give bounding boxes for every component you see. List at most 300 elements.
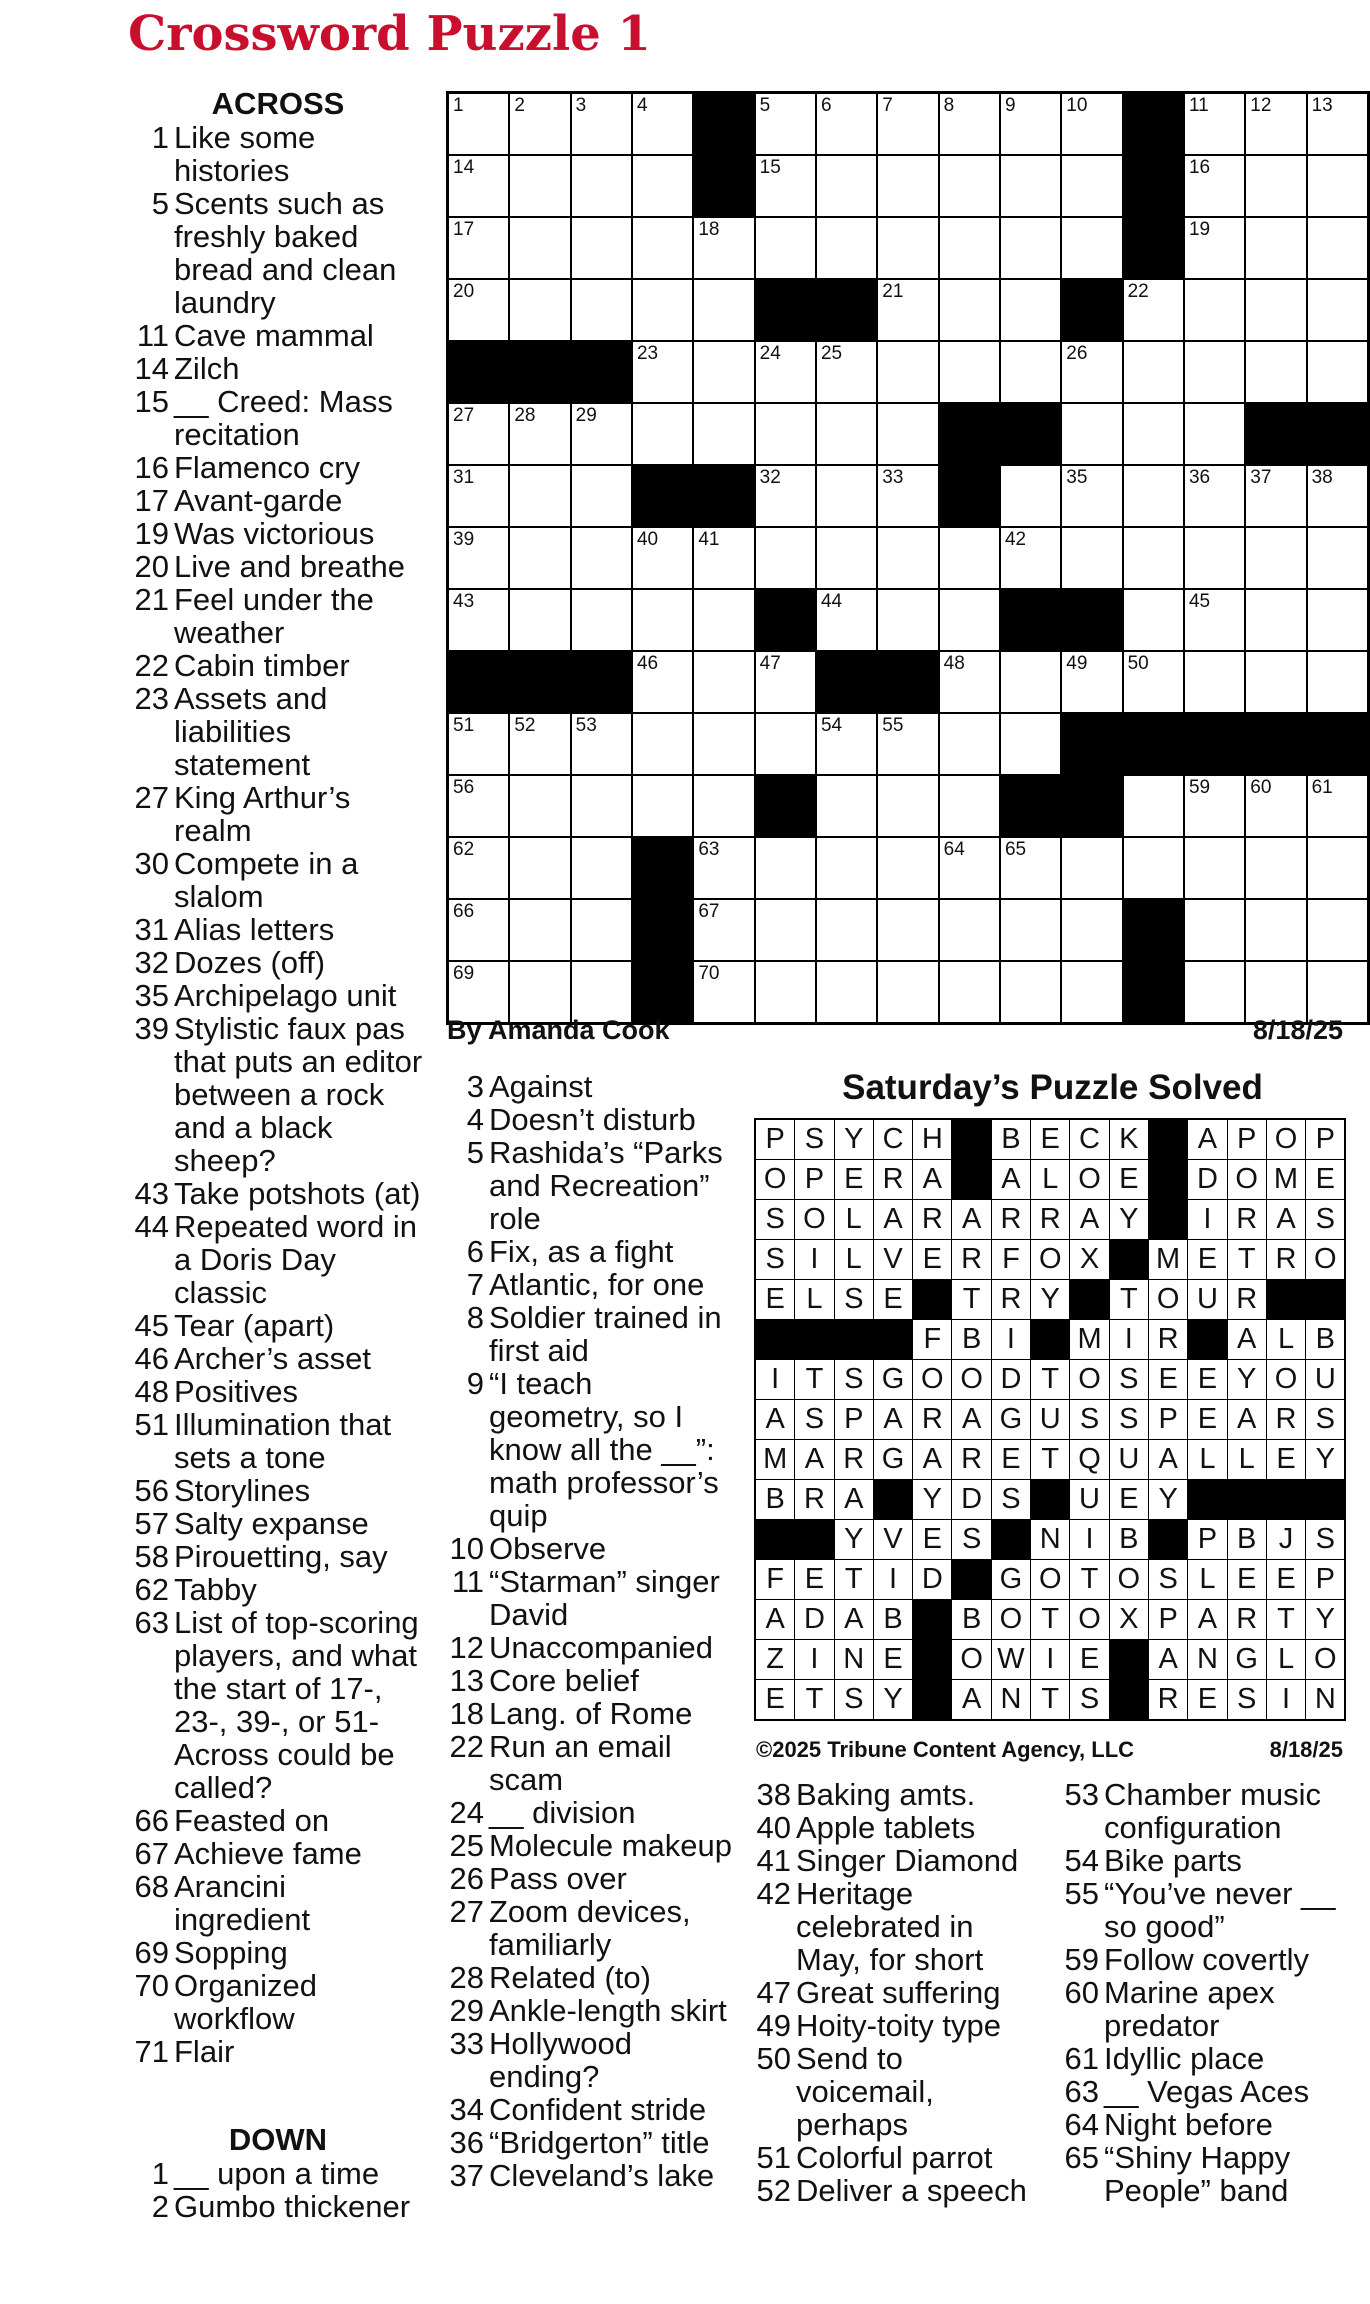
clue-number: 40	[756, 1810, 791, 1845]
black-square	[816, 651, 877, 713]
grid-cell[interactable]	[1307, 93, 1369, 156]
grid-cell[interactable]	[1307, 279, 1369, 341]
grid-cell[interactable]	[1307, 527, 1369, 589]
grid-cell[interactable]	[693, 961, 754, 1024]
solution-letter: A	[834, 1600, 873, 1640]
grid-cell[interactable]	[877, 961, 938, 1024]
clue-text: Unaccompanied	[489, 1630, 714, 1665]
grid-cell[interactable]	[877, 527, 938, 589]
grid-cell[interactable]	[877, 775, 938, 837]
cell-number: 56	[453, 777, 475, 798]
grid-cell[interactable]	[1245, 775, 1306, 837]
cell-number: 45	[1188, 591, 1211, 612]
grid-cell[interactable]	[1245, 651, 1306, 713]
black-square	[1188, 1320, 1227, 1360]
clue-text: Gumbo thickener	[174, 2189, 411, 2224]
crossword-grid	[446, 91, 1370, 1025]
grid-cell[interactable]	[509, 713, 570, 775]
clue-number: 5	[466, 1135, 484, 1170]
grid-cell[interactable]	[1184, 775, 1245, 837]
grid-cell[interactable]	[571, 403, 632, 465]
grid-cell[interactable]	[816, 837, 877, 899]
grid-cell[interactable]	[1184, 961, 1245, 1024]
grid-cell[interactable]	[632, 651, 693, 713]
grid-cell[interactable]	[1184, 527, 1245, 589]
grid-cell[interactable]	[448, 465, 510, 527]
grid-cell[interactable]	[1245, 465, 1306, 527]
grid-cell[interactable]	[939, 527, 1000, 589]
black-square	[795, 1520, 834, 1560]
solution-letter: S	[795, 1400, 834, 1440]
grid-cell[interactable]	[755, 465, 816, 527]
grid-cell[interactable]	[877, 589, 938, 651]
grid-cell[interactable]	[939, 775, 1000, 837]
cell-number: 14	[453, 157, 475, 178]
grid-cell[interactable]	[1061, 217, 1122, 279]
grid-cell[interactable]	[1245, 589, 1306, 651]
clue-text: Illumination that sets a tone	[174, 1407, 392, 1475]
clue-text: Feasted on	[174, 1803, 330, 1838]
clue-text: Atlantic, for one	[489, 1267, 705, 1302]
clue-number: 51	[756, 2140, 791, 2175]
black-square	[877, 651, 938, 713]
grid-cell[interactable]	[1000, 899, 1061, 961]
solution-letter: S	[991, 1480, 1030, 1520]
grid-cell[interactable]	[755, 155, 816, 217]
grid-cell[interactable]	[1184, 217, 1245, 279]
grid-cell[interactable]	[1307, 651, 1369, 713]
grid-cell[interactable]	[1307, 341, 1369, 403]
grid-cell[interactable]	[509, 403, 570, 465]
grid-cell[interactable]	[448, 279, 510, 341]
grid-cell[interactable]	[939, 155, 1000, 217]
black-square	[693, 465, 754, 527]
clue-number: 41	[756, 1843, 791, 1878]
grid-cell[interactable]	[571, 465, 632, 527]
clue-number: 56	[134, 1473, 169, 1508]
grid-cell[interactable]	[571, 155, 632, 217]
grid-cell[interactable]	[1307, 217, 1369, 279]
grid-cell[interactable]	[632, 527, 693, 589]
solution-letter: R	[952, 1240, 991, 1280]
grid-cell[interactable]	[1184, 651, 1245, 713]
solution-letter: A	[834, 1480, 873, 1520]
cell-number: 16	[1188, 157, 1211, 178]
grid-cell[interactable]	[1307, 837, 1369, 899]
grid-cell[interactable]	[755, 93, 816, 156]
grid-cell[interactable]	[1123, 341, 1184, 403]
grid-cell[interactable]	[755, 837, 816, 899]
grid-cell[interactable]	[939, 589, 1000, 651]
solution-letter: S	[1148, 1560, 1187, 1600]
black-square	[1184, 713, 1245, 775]
grid-cell[interactable]	[755, 651, 816, 713]
black-square	[755, 279, 816, 341]
grid-cell[interactable]	[693, 837, 754, 899]
grid-cell[interactable]	[509, 527, 570, 589]
grid-cell[interactable]	[693, 217, 754, 279]
clue	[128, 550, 428, 583]
grid-cell[interactable]	[448, 93, 510, 156]
grid-cell[interactable]	[693, 403, 754, 465]
grid-cell[interactable]	[509, 465, 570, 527]
grid-cell[interactable]	[1000, 155, 1061, 217]
grid-cell[interactable]	[571, 279, 632, 341]
clue-number: 5	[151, 186, 169, 221]
grid-cell[interactable]	[877, 837, 938, 899]
grid-cell[interactable]	[939, 217, 1000, 279]
solution-letter: M	[1070, 1320, 1109, 1360]
grid-cell[interactable]	[1000, 93, 1061, 156]
grid-cell[interactable]	[877, 465, 938, 527]
grid-cell[interactable]	[632, 279, 693, 341]
grid-cell[interactable]	[1061, 341, 1122, 403]
grid-cell[interactable]	[448, 155, 510, 217]
clue	[128, 979, 428, 1012]
grid-cell[interactable]	[1000, 279, 1061, 341]
grid-cell[interactable]	[1245, 837, 1306, 899]
solution-letter: K	[1109, 1119, 1148, 1160]
solution-letter: T	[834, 1560, 873, 1600]
grid-cell[interactable]	[448, 217, 510, 279]
cell-number: 20	[453, 281, 475, 302]
clue	[128, 781, 428, 847]
solution-letter: L	[1227, 1440, 1266, 1480]
solution-letter: D	[913, 1560, 952, 1600]
grid-cell[interactable]	[755, 713, 816, 775]
grid-cell[interactable]	[1184, 403, 1245, 465]
grid-cell[interactable]	[1245, 899, 1306, 961]
down-clues-col4	[1058, 1778, 1358, 2207]
grid-cell[interactable]	[1184, 155, 1245, 217]
grid-cell[interactable]	[939, 899, 1000, 961]
grid-cell[interactable]	[1000, 651, 1061, 713]
grid-cell[interactable]	[1123, 403, 1184, 465]
grid-cell[interactable]	[693, 279, 754, 341]
solution-letter: E	[1188, 1400, 1227, 1440]
clue-text: Stylistic faux pas that puts an editor between a rock and a black sheep?	[174, 1011, 423, 1178]
grid-cell[interactable]	[1123, 837, 1184, 899]
grid-cell[interactable]	[1245, 527, 1306, 589]
grid-cell[interactable]	[632, 155, 693, 217]
grid-cell[interactable]	[816, 465, 877, 527]
solution-letter: A	[1070, 1200, 1109, 1240]
grid-cell[interactable]	[755, 527, 816, 589]
solution-letter: B	[991, 1119, 1030, 1160]
grid-cell[interactable]	[693, 589, 754, 651]
grid-cell[interactable]	[1307, 155, 1369, 217]
grid-cell[interactable]	[571, 713, 632, 775]
grid-cell[interactable]	[448, 713, 510, 775]
grid-cell[interactable]	[1061, 837, 1122, 899]
clue-number: 23	[134, 681, 169, 716]
grid-cell[interactable]	[755, 899, 816, 961]
solution-letter: E	[1188, 1680, 1227, 1721]
solution-letter: L	[1031, 1160, 1070, 1200]
grid-cell[interactable]	[571, 93, 632, 156]
grid-cell[interactable]	[816, 217, 877, 279]
clue-text: __ Vegas Aces	[1104, 2074, 1310, 2109]
clue	[128, 451, 428, 484]
grid-cell[interactable]	[877, 93, 938, 156]
grid-cell[interactable]	[1184, 899, 1245, 961]
grid-cell[interactable]	[448, 837, 510, 899]
grid-cell[interactable]	[816, 775, 877, 837]
grid-cell[interactable]	[693, 341, 754, 403]
grid-cell[interactable]	[509, 93, 570, 156]
grid-cell[interactable]	[693, 651, 754, 713]
clue-number: 1	[151, 120, 169, 155]
solution-letter: S	[795, 1119, 834, 1160]
clue-text: Assets and liabilities statement	[174, 681, 328, 782]
grid-cell[interactable]	[1245, 279, 1306, 341]
grid-cell[interactable]	[1000, 217, 1061, 279]
grid-cell[interactable]	[877, 403, 938, 465]
grid-cell[interactable]	[509, 775, 570, 837]
clue-text: __ Creed: Mass recitation	[174, 384, 393, 452]
grid-cell[interactable]	[448, 403, 510, 465]
grid-cell[interactable]	[816, 527, 877, 589]
grid-cell[interactable]	[1184, 837, 1245, 899]
cell-number: 17	[453, 219, 475, 240]
grid-cell[interactable]	[1307, 775, 1369, 837]
grid-cell[interactable]	[693, 899, 754, 961]
solution-letter: E	[873, 1640, 912, 1680]
grid-cell[interactable]	[877, 341, 938, 403]
cell-number: 5	[759, 95, 771, 116]
grid-cell[interactable]	[939, 713, 1000, 775]
grid-cell[interactable]	[1000, 465, 1061, 527]
clue-number: 18	[449, 1696, 484, 1731]
black-square	[939, 403, 1000, 465]
clue-number: 19	[134, 516, 169, 551]
grid-cell[interactable]	[1184, 589, 1245, 651]
grid-cell[interactable]	[448, 775, 510, 837]
grid-cell[interactable]	[939, 279, 1000, 341]
solution-letter: B	[1109, 1520, 1148, 1560]
clue-number: 52	[756, 2173, 791, 2208]
grid-cell[interactable]	[939, 93, 1000, 156]
grid-cell[interactable]	[1245, 93, 1306, 156]
grid-cell[interactable]	[755, 961, 816, 1024]
grid-cell[interactable]	[1123, 527, 1184, 589]
clue-number: 59	[1064, 1942, 1099, 1977]
grid-cell[interactable]	[1061, 155, 1122, 217]
clue	[128, 847, 428, 913]
grid-cell[interactable]	[877, 155, 938, 217]
solution-letter: O	[913, 1360, 952, 1400]
solution-letter: T	[1031, 1440, 1070, 1480]
grid-cell[interactable]	[1307, 465, 1369, 527]
grid-cell[interactable]	[632, 217, 693, 279]
clue-number: 61	[1064, 2041, 1099, 2076]
grid-cell[interactable]	[1123, 589, 1184, 651]
grid-cell[interactable]	[1245, 217, 1306, 279]
solution-letter: B	[1306, 1320, 1346, 1360]
grid-cell[interactable]	[509, 217, 570, 279]
grid-cell[interactable]	[448, 899, 510, 961]
clue	[443, 1862, 733, 1895]
clue	[128, 1837, 428, 1870]
grid-cell[interactable]	[1061, 651, 1122, 713]
byline: By Amanda Cook	[447, 1015, 670, 1045]
grid-cell[interactable]	[1184, 93, 1245, 156]
solution-letter: S	[1109, 1360, 1148, 1400]
clue-text: __ upon a time	[174, 2156, 380, 2191]
clue-text: Positives	[174, 1374, 299, 1409]
grid-cell[interactable]	[1061, 403, 1122, 465]
solution-letter: N	[991, 1680, 1030, 1721]
grid-cell[interactable]	[448, 527, 510, 589]
grid-cell[interactable]	[1184, 279, 1245, 341]
solution-letter: R	[834, 1440, 873, 1480]
clue-number: 53	[1064, 1777, 1099, 1812]
grid-cell[interactable]	[1061, 527, 1122, 589]
grid-cell[interactable]	[1061, 961, 1122, 1024]
grid-cell[interactable]	[693, 527, 754, 589]
grid-cell[interactable]	[755, 341, 816, 403]
grid-cell[interactable]	[816, 155, 877, 217]
cell-number: 64	[943, 839, 965, 860]
grid-cell[interactable]	[1307, 589, 1369, 651]
grid-cell[interactable]	[693, 775, 754, 837]
grid-cell[interactable]	[1061, 465, 1122, 527]
grid-cell[interactable]	[877, 899, 938, 961]
grid-cell[interactable]	[1245, 341, 1306, 403]
solution-letter: P	[1227, 1119, 1266, 1160]
solution-letter: G	[873, 1360, 912, 1400]
copyright: ©2025 Tribune Content Agency, LLC	[756, 1737, 1135, 1762]
solution-letter: L	[795, 1280, 834, 1320]
grid-cell[interactable]	[632, 93, 693, 156]
grid-cell[interactable]	[939, 651, 1000, 713]
grid-cell[interactable]	[939, 961, 1000, 1024]
solution-letter: A	[991, 1160, 1030, 1200]
clue-number: 36	[449, 2125, 484, 2160]
clue-number: 34	[449, 2092, 484, 2127]
grid-cell[interactable]	[1184, 341, 1245, 403]
grid-cell[interactable]	[1123, 775, 1184, 837]
grid-cell[interactable]	[509, 837, 570, 899]
black-square	[873, 1480, 912, 1520]
grid-cell[interactable]	[1123, 279, 1184, 341]
grid-cell[interactable]	[1123, 651, 1184, 713]
grid-cell[interactable]	[1184, 465, 1245, 527]
clue-number: 20	[134, 549, 169, 584]
grid-cell[interactable]	[571, 775, 632, 837]
grid-cell[interactable]	[877, 279, 938, 341]
clue	[443, 1730, 733, 1796]
grid-cell[interactable]	[816, 403, 877, 465]
solution-letter: S	[1070, 1400, 1109, 1440]
solution-letter: I	[1031, 1640, 1070, 1680]
cell-number: 62	[453, 839, 475, 860]
grid-cell[interactable]	[509, 155, 570, 217]
grid-cell[interactable]	[632, 775, 693, 837]
grid-cell[interactable]	[571, 527, 632, 589]
grid-cell[interactable]	[939, 837, 1000, 899]
clue-text: Hollywood ending?	[489, 2026, 633, 2094]
solution-letter: G	[991, 1400, 1030, 1440]
grid-cell[interactable]	[571, 589, 632, 651]
solution-letter: M	[755, 1440, 795, 1480]
grid-cell[interactable]	[509, 279, 570, 341]
grid-cell[interactable]	[1000, 527, 1061, 589]
black-square	[795, 1320, 834, 1360]
grid-cell[interactable]	[632, 713, 693, 775]
clue	[128, 352, 428, 385]
grid-cell[interactable]	[816, 589, 877, 651]
grid-cell[interactable]	[1123, 465, 1184, 527]
grid-cell[interactable]	[755, 217, 816, 279]
grid-cell[interactable]	[816, 93, 877, 156]
grid-cell[interactable]	[571, 217, 632, 279]
solution-letter: A	[1227, 1400, 1266, 1440]
solution-letter: T	[1031, 1360, 1070, 1400]
grid-cell[interactable]	[1000, 961, 1061, 1024]
clue-number: 42	[756, 1876, 791, 1911]
clue-number: 70	[134, 1968, 169, 2003]
black-square	[913, 1600, 952, 1640]
grid-cell[interactable]	[1061, 93, 1122, 156]
clue-number: 12	[449, 1630, 484, 1665]
grid-cell[interactable]	[1245, 155, 1306, 217]
grid-cell[interactable]	[1000, 713, 1061, 775]
grid-cell[interactable]	[1000, 837, 1061, 899]
grid-cell[interactable]	[877, 713, 938, 775]
grid-cell[interactable]	[571, 837, 632, 899]
grid-cell[interactable]	[1000, 341, 1061, 403]
solution-letter: A	[1188, 1600, 1227, 1640]
black-square	[1061, 279, 1122, 341]
grid-cell[interactable]	[632, 589, 693, 651]
across-clues	[128, 86, 428, 2068]
solution-letter: R	[991, 1200, 1030, 1240]
grid-cell[interactable]	[509, 899, 570, 961]
grid-cell[interactable]	[693, 713, 754, 775]
cell-number: 3	[575, 95, 587, 116]
clue-number: 29	[449, 1993, 484, 2028]
solution-letter: E	[755, 1680, 795, 1721]
grid-cell[interactable]	[509, 589, 570, 651]
grid-cell[interactable]	[816, 341, 877, 403]
grid-cell[interactable]	[816, 713, 877, 775]
grid-cell[interactable]	[632, 341, 693, 403]
grid-cell[interactable]	[755, 403, 816, 465]
solution-letter: A	[755, 1400, 795, 1440]
grid-cell[interactable]	[816, 899, 877, 961]
solution-letter: I	[795, 1640, 834, 1680]
grid-cell[interactable]	[1061, 899, 1122, 961]
solution-letter: Y	[913, 1480, 952, 1520]
clue	[750, 1976, 1040, 2009]
clue-number: 64	[1064, 2107, 1099, 2142]
clue-text: Confident stride	[489, 2092, 707, 2127]
solution-letter: D	[952, 1480, 991, 1520]
grid-cell[interactable]	[877, 217, 938, 279]
solution-letter: P	[1148, 1600, 1187, 1640]
cell-number: 69	[453, 963, 475, 984]
grid-cell[interactable]	[939, 341, 1000, 403]
black-square	[1266, 1280, 1305, 1320]
grid-cell[interactable]	[1307, 899, 1369, 961]
grid-cell[interactable]	[816, 961, 877, 1024]
solution-letter: T	[952, 1280, 991, 1320]
grid-cell[interactable]	[448, 589, 510, 651]
solution-letter: A	[873, 1400, 912, 1440]
grid-cell[interactable]	[632, 403, 693, 465]
grid-cell[interactable]	[571, 899, 632, 961]
